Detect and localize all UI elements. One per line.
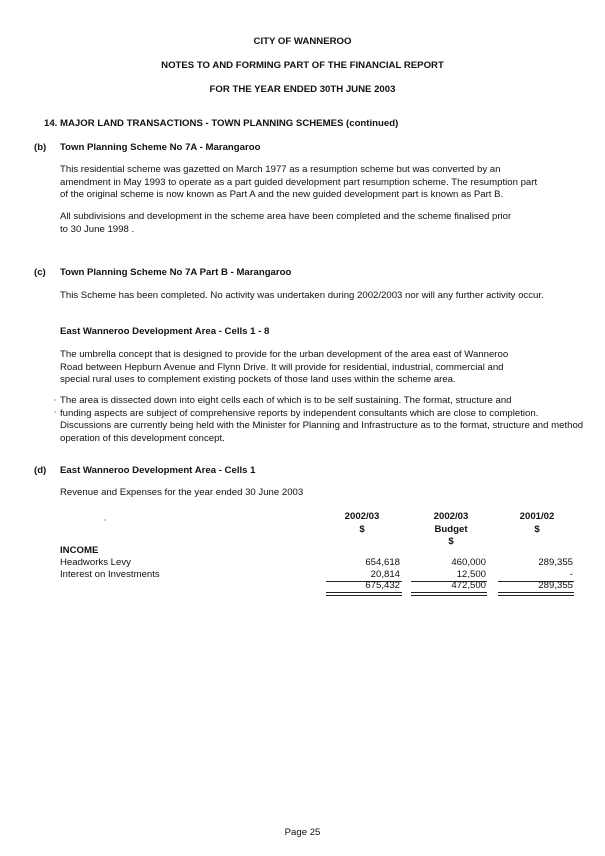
section-b-label: (b) (34, 142, 47, 153)
section-d-intro: Revenue and Expenses for the year ended 30 June 2003 (60, 487, 304, 498)
section-c-paragraph-1: This Scheme has been completed. No activity was undertaken during 2002/2003 nor will any further activity occur. (60, 290, 544, 301)
row-label-interest: Interest on Investments (60, 569, 160, 580)
scan-speck (54, 399, 56, 401)
table-cell: 654,618 (365, 557, 400, 568)
column-header-2002-03 (322, 511, 402, 536)
text-line: All subdivisions and development in the scheme area have been completed and the scheme finalised prior (60, 211, 512, 222)
total-cell: 289,355 (538, 580, 573, 591)
total-double-rule (411, 592, 487, 596)
column-header-line: 2002/03 (433, 511, 469, 522)
section-c-label: (c) (34, 267, 46, 278)
section-d-title: East Wanneroo Development Area - Cells 1 (60, 465, 256, 476)
total-cell: 472,500 (451, 580, 486, 591)
column-header-2001-02 (497, 511, 577, 536)
section-b-paragraph-1 (60, 164, 550, 202)
row-label-headworks-levy: Headworks Levy (60, 557, 131, 568)
text-line: special rural uses to complement existing pockets of those land uses within the scheme area. (60, 374, 456, 386)
column-header-line: 2002/03 (344, 511, 380, 522)
scan-speck (104, 519, 106, 521)
text-line: amendment in May 1993 to operate as a part guided development part resumption scheme. The resumption part (60, 176, 538, 188)
text-line: to 30 June 1998 . (60, 223, 135, 235)
total-double-rule (326, 592, 402, 596)
report-period: FOR THE YEAR ENDED 30TH JUNE 2003 (209, 84, 396, 95)
column-header-line: $ (448, 536, 454, 548)
table-cell: 12,500 (456, 569, 486, 580)
section-c-paragraph-3 (60, 395, 584, 445)
text-line: The umbrella concept that is designed to provide for the urban development of the area east of Wanneroo (60, 349, 509, 360)
section-d-label: (d) (34, 465, 47, 476)
report-title: NOTES TO AND FORMING PART OF THE FINANCIAL REPORT (161, 60, 444, 71)
text-line: This residential scheme was gazetted on March 1977 as a resumption scheme but was converted by an (60, 164, 501, 175)
section-c-paragraph-2 (60, 349, 550, 387)
income-heading: INCOME (60, 545, 99, 556)
table-cell: 289,355 (538, 557, 573, 568)
org-name: CITY OF WANNEROO (253, 36, 352, 47)
column-header-line: Budget (434, 523, 468, 535)
section-c-title: Town Planning Scheme No 7A Part B - Marangaroo (60, 267, 292, 278)
section-b-paragraph-2 (60, 211, 550, 236)
column-header-line: 2001/02 (519, 511, 555, 522)
section-b-title: Town Planning Scheme No 7A - Marangaroo (60, 142, 261, 153)
table-cell: 460,000 (451, 557, 486, 568)
text-line: The area is dissected down into eight cells each of which is to be self sustaining. The format, structure and (60, 395, 512, 406)
scan-speck (54, 411, 56, 413)
text-line: funding aspects are subject of comprehensive reports by independent consultants which are close to completion. (60, 407, 539, 419)
east-wanneroo-heading: East Wanneroo Development Area - Cells 1 - 8 (60, 326, 270, 337)
table-cell: - (569, 569, 573, 580)
text-line: Road between Hepburn Avenue and Flynn Drive. It will provide for residential, industrial, commercial and (60, 361, 504, 373)
total-double-rule (498, 592, 574, 596)
column-header-budget (411, 511, 491, 549)
page-number: Page 25 (284, 827, 321, 838)
text-line: operation of this development concept. (60, 432, 225, 444)
column-header-line: $ (534, 523, 540, 535)
text-line: Discussions are currently being held with the Minister for Planning and Infrastructure as to the format, structure and method (60, 420, 584, 432)
text-line: of the original scheme is now known as Part A and the new guided development part is known as Part B. (60, 189, 504, 201)
note-heading: 14. MAJOR LAND TRANSACTIONS - TOWN PLANNING SCHEMES (continued) (44, 118, 399, 129)
column-header-line: $ (359, 523, 365, 535)
total-cell: 675,432 (365, 580, 400, 591)
table-cell: 20,814 (370, 569, 400, 580)
